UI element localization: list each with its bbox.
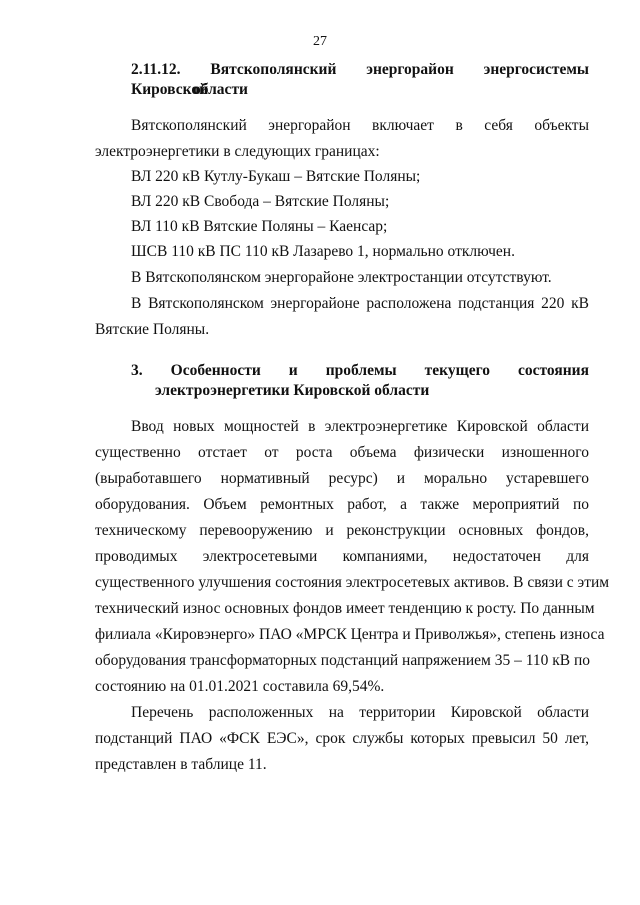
list-item: ВЛ 110 кВ Вятские Поляны – Каенсар; bbox=[131, 218, 388, 235]
paragraph-line: подстанций ПАО «ФСК ЕЭС», срок службы которых превысил 50 лет, bbox=[95, 730, 589, 747]
paragraph-line: состоянию на 01.01.2021 составила 69,54%. bbox=[95, 678, 385, 695]
list-item: ВЛ 220 кВ Кутлу-Букаш – Вятские Поляны; bbox=[131, 168, 421, 185]
section-number: 2.11.12. bbox=[131, 61, 181, 78]
section-heading-3 bbox=[131, 361, 589, 381]
paragraph-line: В Вятскополянском энергорайоне электростанции отсутствуют. bbox=[131, 269, 552, 286]
paragraph-line: Перечень расположенных на территории Кировской области bbox=[131, 704, 589, 721]
section-title-line1: Особенности и проблемы текущего состояния bbox=[170, 362, 589, 379]
paragraph-line: В Вятскополянском энергорайоне расположена подстанция 220 кВ bbox=[131, 295, 589, 312]
section-title-line1: Вятскополянский энергорайон энергосистемы Кировской bbox=[131, 61, 589, 98]
paragraph-line: существенно отстает от роста объема физически изношенного bbox=[95, 444, 589, 461]
paragraph-line: Вятскополянский энергорайон включает в себя объекты bbox=[131, 117, 589, 134]
paragraph-line: оборудования трансформаторных подстанций напряжением 35 – 110 кВ по bbox=[95, 652, 591, 669]
list-item: ВЛ 220 кВ Свобода – Вятские Поляны; bbox=[131, 193, 390, 210]
paragraph-line: существенного улучшения состояния электросетевых активов. В связи с этим bbox=[95, 574, 610, 591]
section-title-line2: электроэнергетики Кировской области bbox=[155, 382, 430, 399]
paragraph-line: оборудования. Объем ремонтных работ, а также мероприятий по bbox=[95, 496, 589, 513]
paragraph-line: Ввод новых мощностей в электроэнергетике Кировской области bbox=[131, 418, 589, 435]
paragraph-line: электроэнергетики в следующих границах: bbox=[95, 143, 380, 160]
paragraph-line: представлен в таблице 11. bbox=[95, 756, 267, 773]
paragraph-line: проводимых электросетевыми компаниями, недостаточен для bbox=[95, 548, 589, 565]
page-number: 27 bbox=[313, 34, 327, 49]
paragraph-line: филиала «Кировэнерго» ПАО «МРСК Центра и Приволжья», степень износа bbox=[95, 626, 605, 643]
section-title-line2: области bbox=[193, 81, 248, 98]
paragraph-line: Вятские Поляны. bbox=[95, 321, 210, 338]
paragraph-line: техническому перевооружению и реконструкции основных фондов, bbox=[95, 522, 589, 539]
paragraph-line: технический износ основных фондов имеет тенденцию к росту. По данным bbox=[95, 600, 595, 617]
section-number: 3. bbox=[131, 362, 143, 379]
paragraph-line: (выработавшего нормативный ресурс) и морально устаревшего bbox=[95, 470, 589, 487]
list-item: ШСВ 110 кВ ПС 110 кВ Лазарево 1, нормально отключен. bbox=[131, 243, 515, 260]
